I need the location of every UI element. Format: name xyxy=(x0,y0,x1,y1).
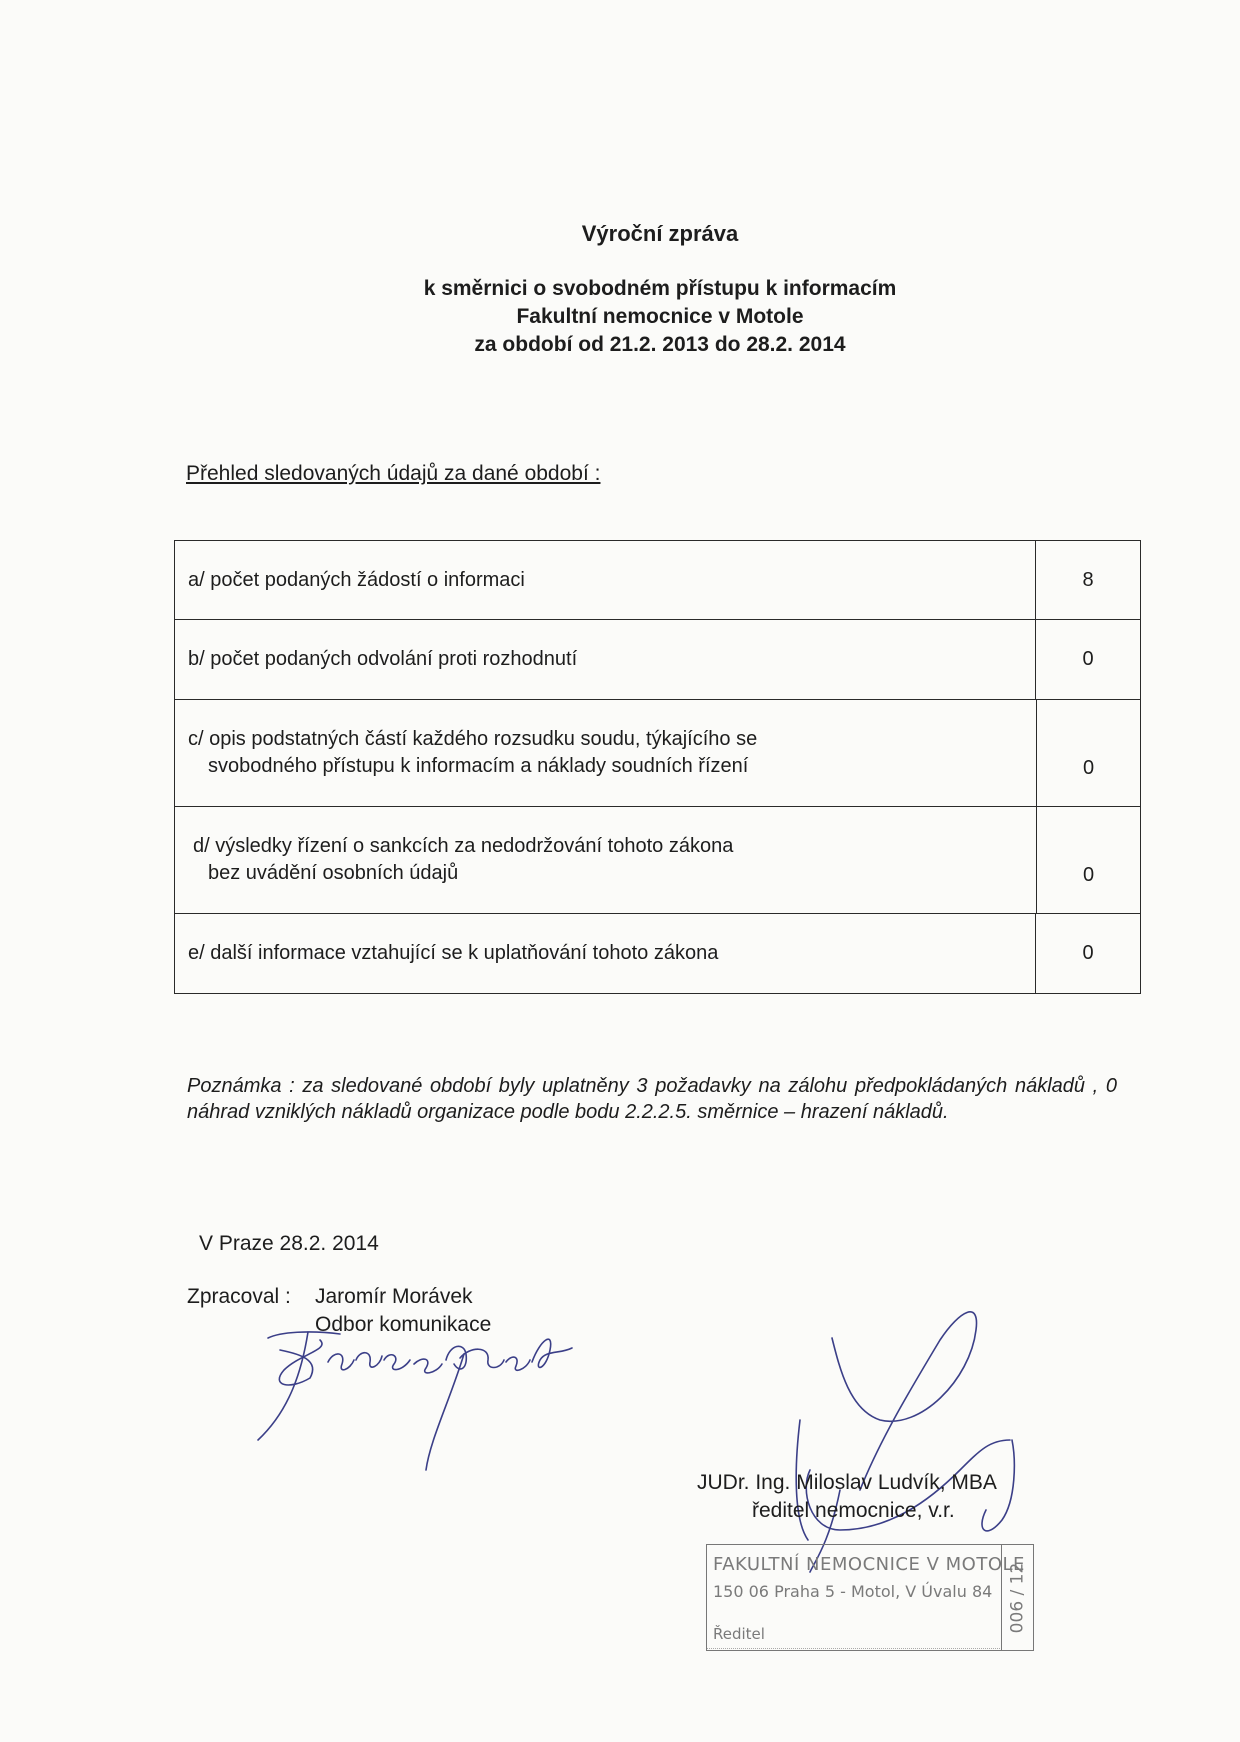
stamp-line-address: 150 06 Praha 5 - Motol, V Úvalu 84 xyxy=(713,1582,993,1601)
data-table xyxy=(174,540,1141,994)
prepared-department: Odbor komunikace xyxy=(315,1313,492,1336)
stamp-number-text: 006 / 12 xyxy=(1007,1562,1028,1633)
row-label-line: c/ opis podstatných částí každého rozsudku soudu, týkajícího se xyxy=(188,728,758,750)
preparer-signature xyxy=(250,1320,590,1480)
row-value: 0 xyxy=(1036,807,1140,913)
table-row xyxy=(175,913,1140,993)
document-subtitle xyxy=(0,275,1240,359)
row-value: 0 xyxy=(1035,914,1140,993)
row-label-line: svobodného přístupu k informacím a náklady soudních řízení xyxy=(208,755,749,777)
row-label-line: a/ počet podaných žádostí o informaci xyxy=(188,568,525,591)
subtitle-line: za období od 21.2. 2013 do 28.2. 2014 xyxy=(474,333,846,356)
prepared-label: Zpracoval : xyxy=(187,1285,291,1308)
director-name: JUDr. Ing. Miloslav Ludvík, MBA xyxy=(697,1471,997,1494)
stamp-number xyxy=(1002,1545,1033,1650)
row-value: 8 xyxy=(1035,541,1140,619)
director-title: ředitel nemocnice, v.r. xyxy=(752,1499,955,1522)
row-label-line: d/ výsledky řízení o sankcích za nedodržování tohoto zákona xyxy=(193,835,734,857)
row-label xyxy=(175,807,1036,913)
table-row xyxy=(175,541,1140,619)
stamp-line-institution: FAKULTNÍ NEMOCNICE V MOTOLE xyxy=(713,1554,1025,1575)
stamp-dotted-line xyxy=(707,1648,1000,1649)
note: Poznámka : za sledované období byly uplatněny 3 požadavky na zálohu předpokládaných nákladů , 0 náhrad vzniklých nákladů organizace podle bodu 2.2.2.5. směrnice – hrazení nákladů. xyxy=(187,1075,1117,1123)
place-date: V Praze 28.2. 2014 xyxy=(199,1232,379,1255)
prepared-name: Jaromír Morávek xyxy=(315,1285,473,1308)
row-label-line: e/ další informace vztahující se k uplatňování tohoto zákona xyxy=(188,942,719,964)
row-value: 0 xyxy=(1036,700,1140,806)
row-value: 0 xyxy=(1035,620,1140,699)
subtitle-line: k směrnici o svobodném přístupu k informacím xyxy=(423,277,897,300)
table-row xyxy=(175,699,1140,806)
row-label-line: bez uvádění osobních údajů xyxy=(208,862,459,884)
row-label xyxy=(175,620,1035,699)
document-title: Výroční zpráva xyxy=(581,221,739,246)
official-stamp xyxy=(706,1544,1034,1651)
table-row xyxy=(175,619,1140,699)
stamp-line-role: Ředitel xyxy=(713,1625,765,1643)
table-row xyxy=(175,806,1140,913)
overview-heading: Přehled sledovaných údajů za dané období : xyxy=(186,462,601,485)
director-signature xyxy=(780,1290,1040,1580)
row-label xyxy=(175,700,1036,806)
row-label xyxy=(175,914,1035,993)
subtitle-line: Fakultní nemocnice v Motole xyxy=(516,305,804,328)
row-label-line: b/ počet podaných odvolání proti rozhodnutí xyxy=(188,648,578,670)
row-label xyxy=(175,541,1035,619)
